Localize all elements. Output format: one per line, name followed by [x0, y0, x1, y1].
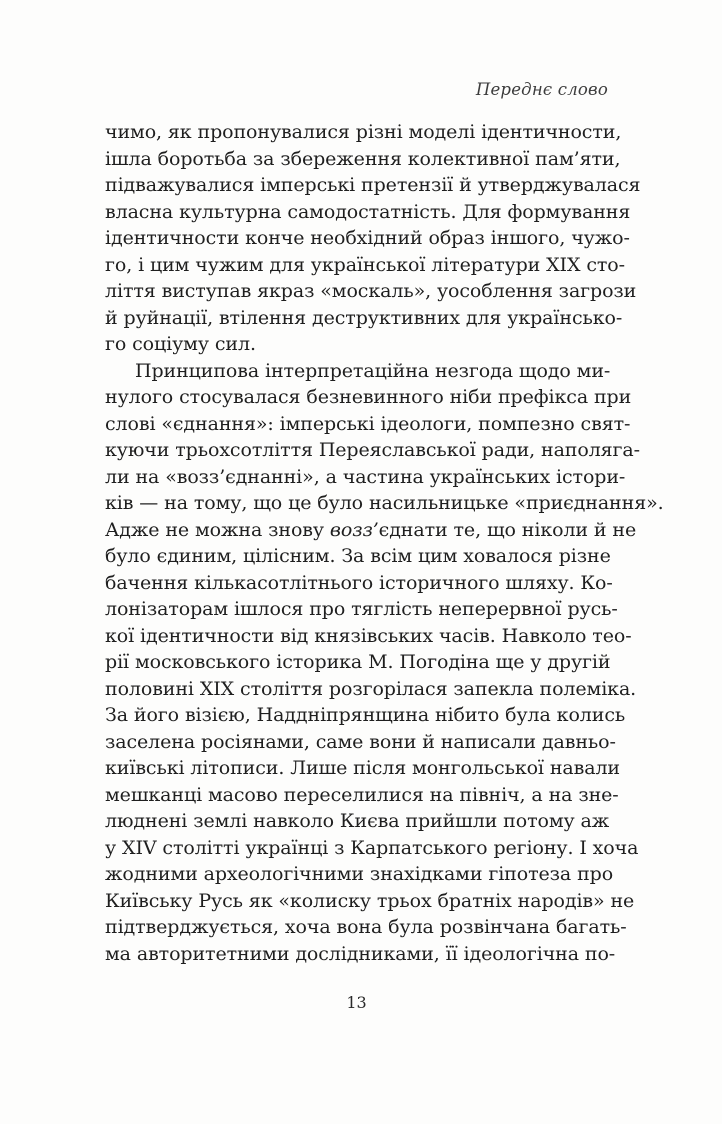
- text-segment: Адже не можна знову: [105, 518, 330, 541]
- text-segment: єднати те, що ніколи й не: [378, 518, 637, 541]
- text-segment: чимо, як пропонувалися різні моделі ідентичности,: [105, 121, 622, 143]
- text-lines: [105, 119, 664, 967]
- text-line: [105, 358, 611, 385]
- text-line: [105, 517, 637, 544]
- text-line: [105, 596, 618, 623]
- text-segment: лонізаторам ішлося про тяглість неперервної русь-: [105, 598, 618, 620]
- text-line: [105, 755, 620, 782]
- text-segment: ма авторитетними дослідниками, її ідеологічна по-: [105, 942, 616, 965]
- text-segment: ліття виступав якраз «москаль», уособлення загрози: [105, 280, 637, 302]
- text-line: [105, 676, 637, 703]
- text-segment: слові «єднання»: імперські ідеологи, помпезно свят-: [105, 412, 631, 435]
- page-number: 13: [346, 993, 367, 1012]
- text-segment: підтверджується, хоча вона була розвінчана багать-: [105, 916, 627, 938]
- text-line: [105, 570, 613, 597]
- text-line: [105, 888, 635, 915]
- text-line: [105, 146, 621, 173]
- text-segment: ішла боротьба за збереження колективної пам’яти,: [105, 147, 621, 170]
- text-line: [105, 914, 627, 941]
- text-segment: половині XIX століття розгорілася запекла полеміка.: [105, 677, 637, 700]
- text-segment: рії московського історика М. Погодіна ще у другій: [105, 651, 611, 673]
- text-line: [105, 861, 614, 888]
- text-line: [105, 835, 639, 862]
- text-line: [105, 490, 664, 517]
- text-line: [105, 225, 630, 252]
- text-line: [105, 437, 640, 464]
- text-line: [105, 649, 611, 676]
- text-line: [105, 119, 622, 146]
- text-segment: За його візією, Наддніпрянщина нібито була колись: [105, 704, 626, 726]
- body-text-block: [105, 119, 664, 967]
- text-segment: мешканці масово переселилися на північ, а на зне-: [105, 783, 619, 806]
- text-segment: заселена росіянами, саме вони й написали давньо-: [105, 730, 616, 753]
- text-segment: куючи трьохсотліття Переяславської ради, наполяга-: [105, 439, 640, 461]
- text-line: [105, 411, 631, 438]
- text-line: [105, 729, 616, 756]
- text-segment: бачення кількасотлітнього історичного шляху. Ко-: [105, 571, 613, 594]
- text-line: [105, 941, 616, 968]
- text-line: [105, 331, 608, 358]
- text-line: [105, 172, 641, 199]
- text-segment: й руйнації, втілення деструктивних для українсько-: [105, 306, 623, 329]
- text-segment: у XIV столітті українці з Карпатського регіону. І хоча: [105, 836, 639, 859]
- text-line: [105, 623, 632, 650]
- text-segment: київські літописи. Лише після монгольської навали: [105, 757, 620, 779]
- text-segment: жодними археологічними знахідками гіпотеза про: [105, 863, 614, 885]
- text-segment: го, і цим чужим для української літератури XIX сто-: [105, 253, 625, 276]
- text-line: [105, 808, 608, 835]
- text-line: [105, 252, 625, 279]
- text-segment: було єдиним, цілісним. За всім цим ховалося різне: [105, 545, 611, 567]
- text-segment: власна культурна самодостатність. Для формування: [105, 200, 631, 223]
- text-line: [105, 782, 619, 809]
- text-line: [105, 305, 623, 332]
- text-segment: Принципова інтерпретаційна незгода щодо ми-: [135, 359, 611, 382]
- text-segment: кої ідентичности від князівських часів. Навколо тео-: [105, 624, 632, 647]
- text-segment: підважувалися імперські претензії й утверджувалася: [105, 174, 641, 196]
- text-line: [105, 384, 632, 411]
- text-segment: люднені землі навколо Києва прийшли потому аж: [105, 810, 610, 832]
- text-segment: го соціуму сил.: [105, 333, 256, 355]
- running-header: Переднє слово: [475, 80, 608, 99]
- text-line: [105, 278, 637, 305]
- text-segment: Київську Русь як «колиску трьох братніх народів» не: [105, 889, 635, 912]
- text-line: [105, 543, 611, 570]
- text-line: [105, 464, 626, 491]
- text-segment: нулого стосувалася безневинного ніби префікса при: [105, 386, 632, 408]
- emphasized-text: возз’: [329, 518, 379, 541]
- text-segment: ідентичности конче необхідний образ іншого, чужо-: [105, 227, 630, 249]
- text-line: [105, 702, 626, 729]
- text-segment: ків — на тому, що це було насильницьке «приєднання».: [105, 492, 664, 514]
- text-line: [105, 199, 631, 226]
- text-segment: ли на «возз’єднанні», а частина українських істори-: [105, 465, 626, 488]
